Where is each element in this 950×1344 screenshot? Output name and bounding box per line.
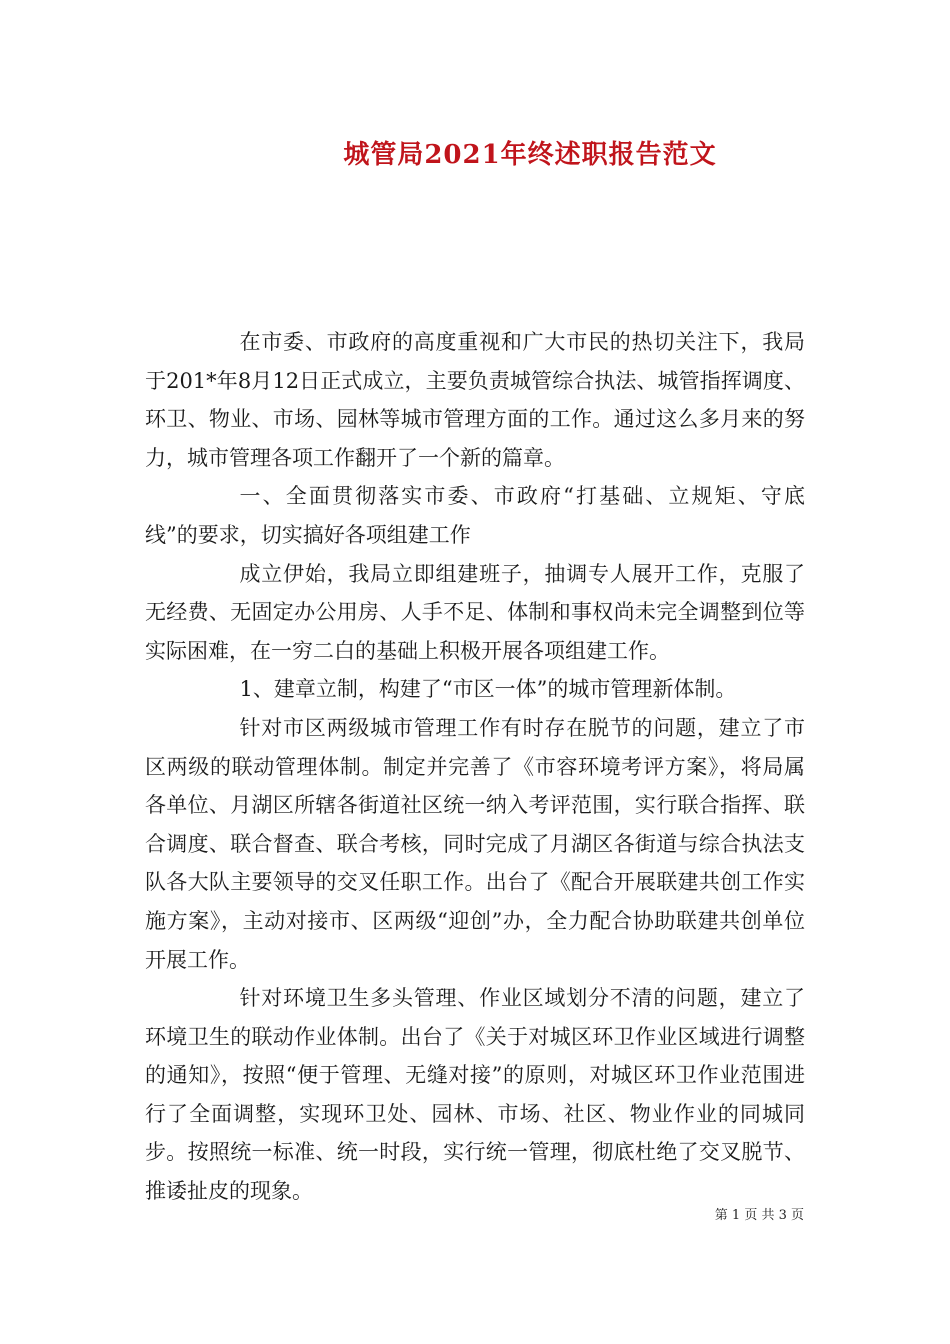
paragraph-setup: 成立伊始，我局立即组建班子，抽调专人展开工作，克服了无经费、无固定办公用房、人手不足、体制和事权尚未完全调整到位等实际困难，在一穷二白的基础上积极开展各项组建工作。 (145, 561, 805, 663)
paragraph-intro: 在市委、市政府的高度重视和广大市民的热切关注下，我局于201*年8月12日正式成立，主要负责城管综合执法、城管指挥调度、环卫、物业、市场、园林等城市管理方面的工作。通过这么多月来的努力，城市管理各项工作翻开了一个新的篇章。 (145, 330, 805, 470)
page-number: 第 1 页 共 3 页 (714, 1208, 804, 1223)
section-heading-1: 一、全面贯彻落实市委、市政府“打基础、立规矩、守底线”的要求，切实搞好各项组建工作 (145, 484, 805, 547)
subheading-1: 1、建章立制，构建了“市区一体”的城市管理新体制。 (239, 677, 737, 702)
paragraph-sanitation: 针对环境卫生多头管理、作业区域划分不清的问题，建立了环境卫生的联动作业体制。出台了《关于对城区环卫作业区域进行调整的通知》，按照“便于管理、无缝对接”的原则，对城区环卫作业范围进行了全面调整，实现环卫处、园林、市场、社区、物业作业的同城同步。按照统一标准、统一时段，实行统一管理，彻底杜绝了交叉脱节、推诿扯皮的现象。 (145, 986, 805, 1204)
document-title: 城管局2021年终述职报告范文 (343, 140, 717, 170)
paragraph-city-district: 针对市区两级城市管理工作有时存在脱节的问题，建立了市区两级的联动管理体制。制定并完善了《市容环境考评方案》，将局属各单位、月湖区所辖各街道社区统一纳入考评范围，实行联合指挥、联合调度、联合督查、联合考核，同时完成了月湖区各街道与综合执法支队各大队主要领导的交叉任职工作。出台了《配合开展联建共创工作实施方案》，主动对接市、区两级“迎创”办，全力配合协助联建共创单位开展工作。 (145, 715, 805, 972)
document-body (145, 323, 805, 1211)
